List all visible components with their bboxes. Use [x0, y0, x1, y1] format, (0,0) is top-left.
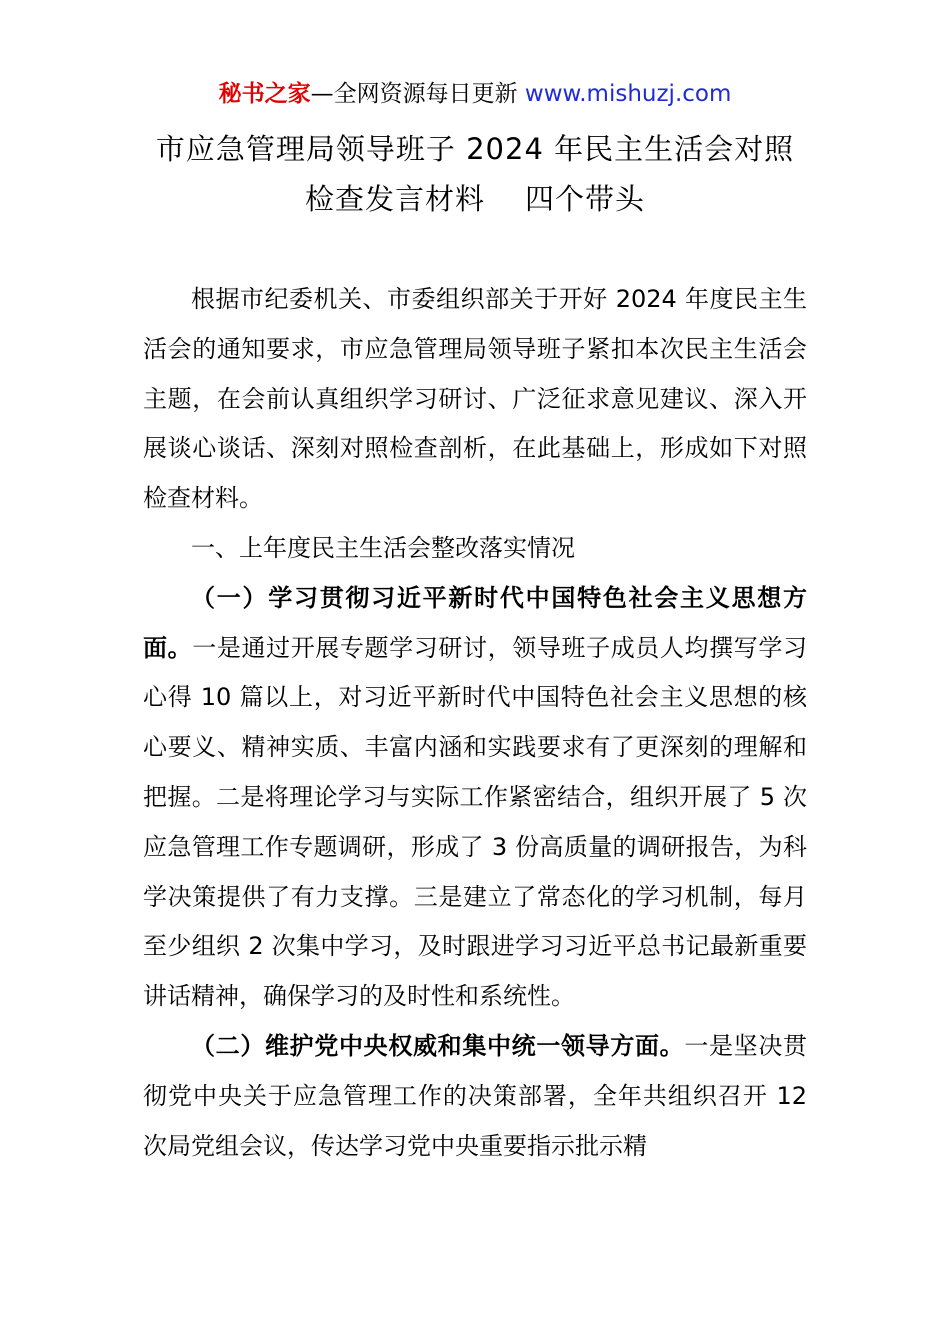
- item-2-text: 一是坚决贯彻党中央关于应急管理工作的决策部署，全年共组织召开 12 次局党组会议，传达学习党中央重要指示批示精: [143, 1031, 808, 1160]
- document-title: [100, 124, 850, 224]
- banner-url-link[interactable]: www.mishuzj.com: [524, 81, 732, 107]
- title-line-2-main: 检查发言材料: [304, 182, 485, 216]
- banner-tagline: —全网资源每日更新: [310, 81, 525, 107]
- site-banner: [0, 78, 950, 110]
- document-body: [143, 275, 807, 1171]
- section-heading-1: 一、上年度民主生活会整改落实情况: [191, 533, 575, 562]
- title-line-1: 市应急管理局领导班子 2024 年民主生活会对照: [155, 132, 795, 166]
- item-1-text: 一是通过开展专题学习研讨，领导班子成员人均撰写学习心得 10 篇以上，对习近平新时代中国特色社会主义思想的核心要义、精神实质、丰富内涵和实践要求有了更深刻的理解和把握。二是将理论学习与实际工作紧密结合，组织开展了 5 次应急管理工作专题调研，形成了 3 份高质量的调研报告，为科学决策提供了有力支撑。三是建立了常态化的学习机制，每月至少组织 2 次集中学习，及时跟进学习习近平总书记最新重要讲话精神，确保学习的及时性和系统性。: [143, 633, 808, 1011]
- item-1-heading: （一）学习贯彻习近平新时代中国特色社会主义思想方面。: [143, 583, 807, 662]
- title-line-2: [100, 174, 850, 224]
- item-2-paragraph: [143, 1022, 807, 1171]
- item-2-heading: （二）维护党中央权威和集中统一领导方面。: [191, 1031, 685, 1060]
- title-line-2-sub: 四个带头: [525, 182, 646, 216]
- intro-paragraph: 根据市纪委机关、市委组织部关于开好 2024 年度民主生活会的通知要求，市应急管理局领导班子紧扣本次民主生活会主题，在会前认真组织学习研讨、广泛征求意见建议、深入开展谈心谈话、深刻对照检查剖析，在此基础上，形成如下对照检查材料。: [143, 285, 807, 513]
- item-1-paragraph: [143, 574, 807, 1022]
- banner-brand: 秘书之家: [218, 81, 311, 107]
